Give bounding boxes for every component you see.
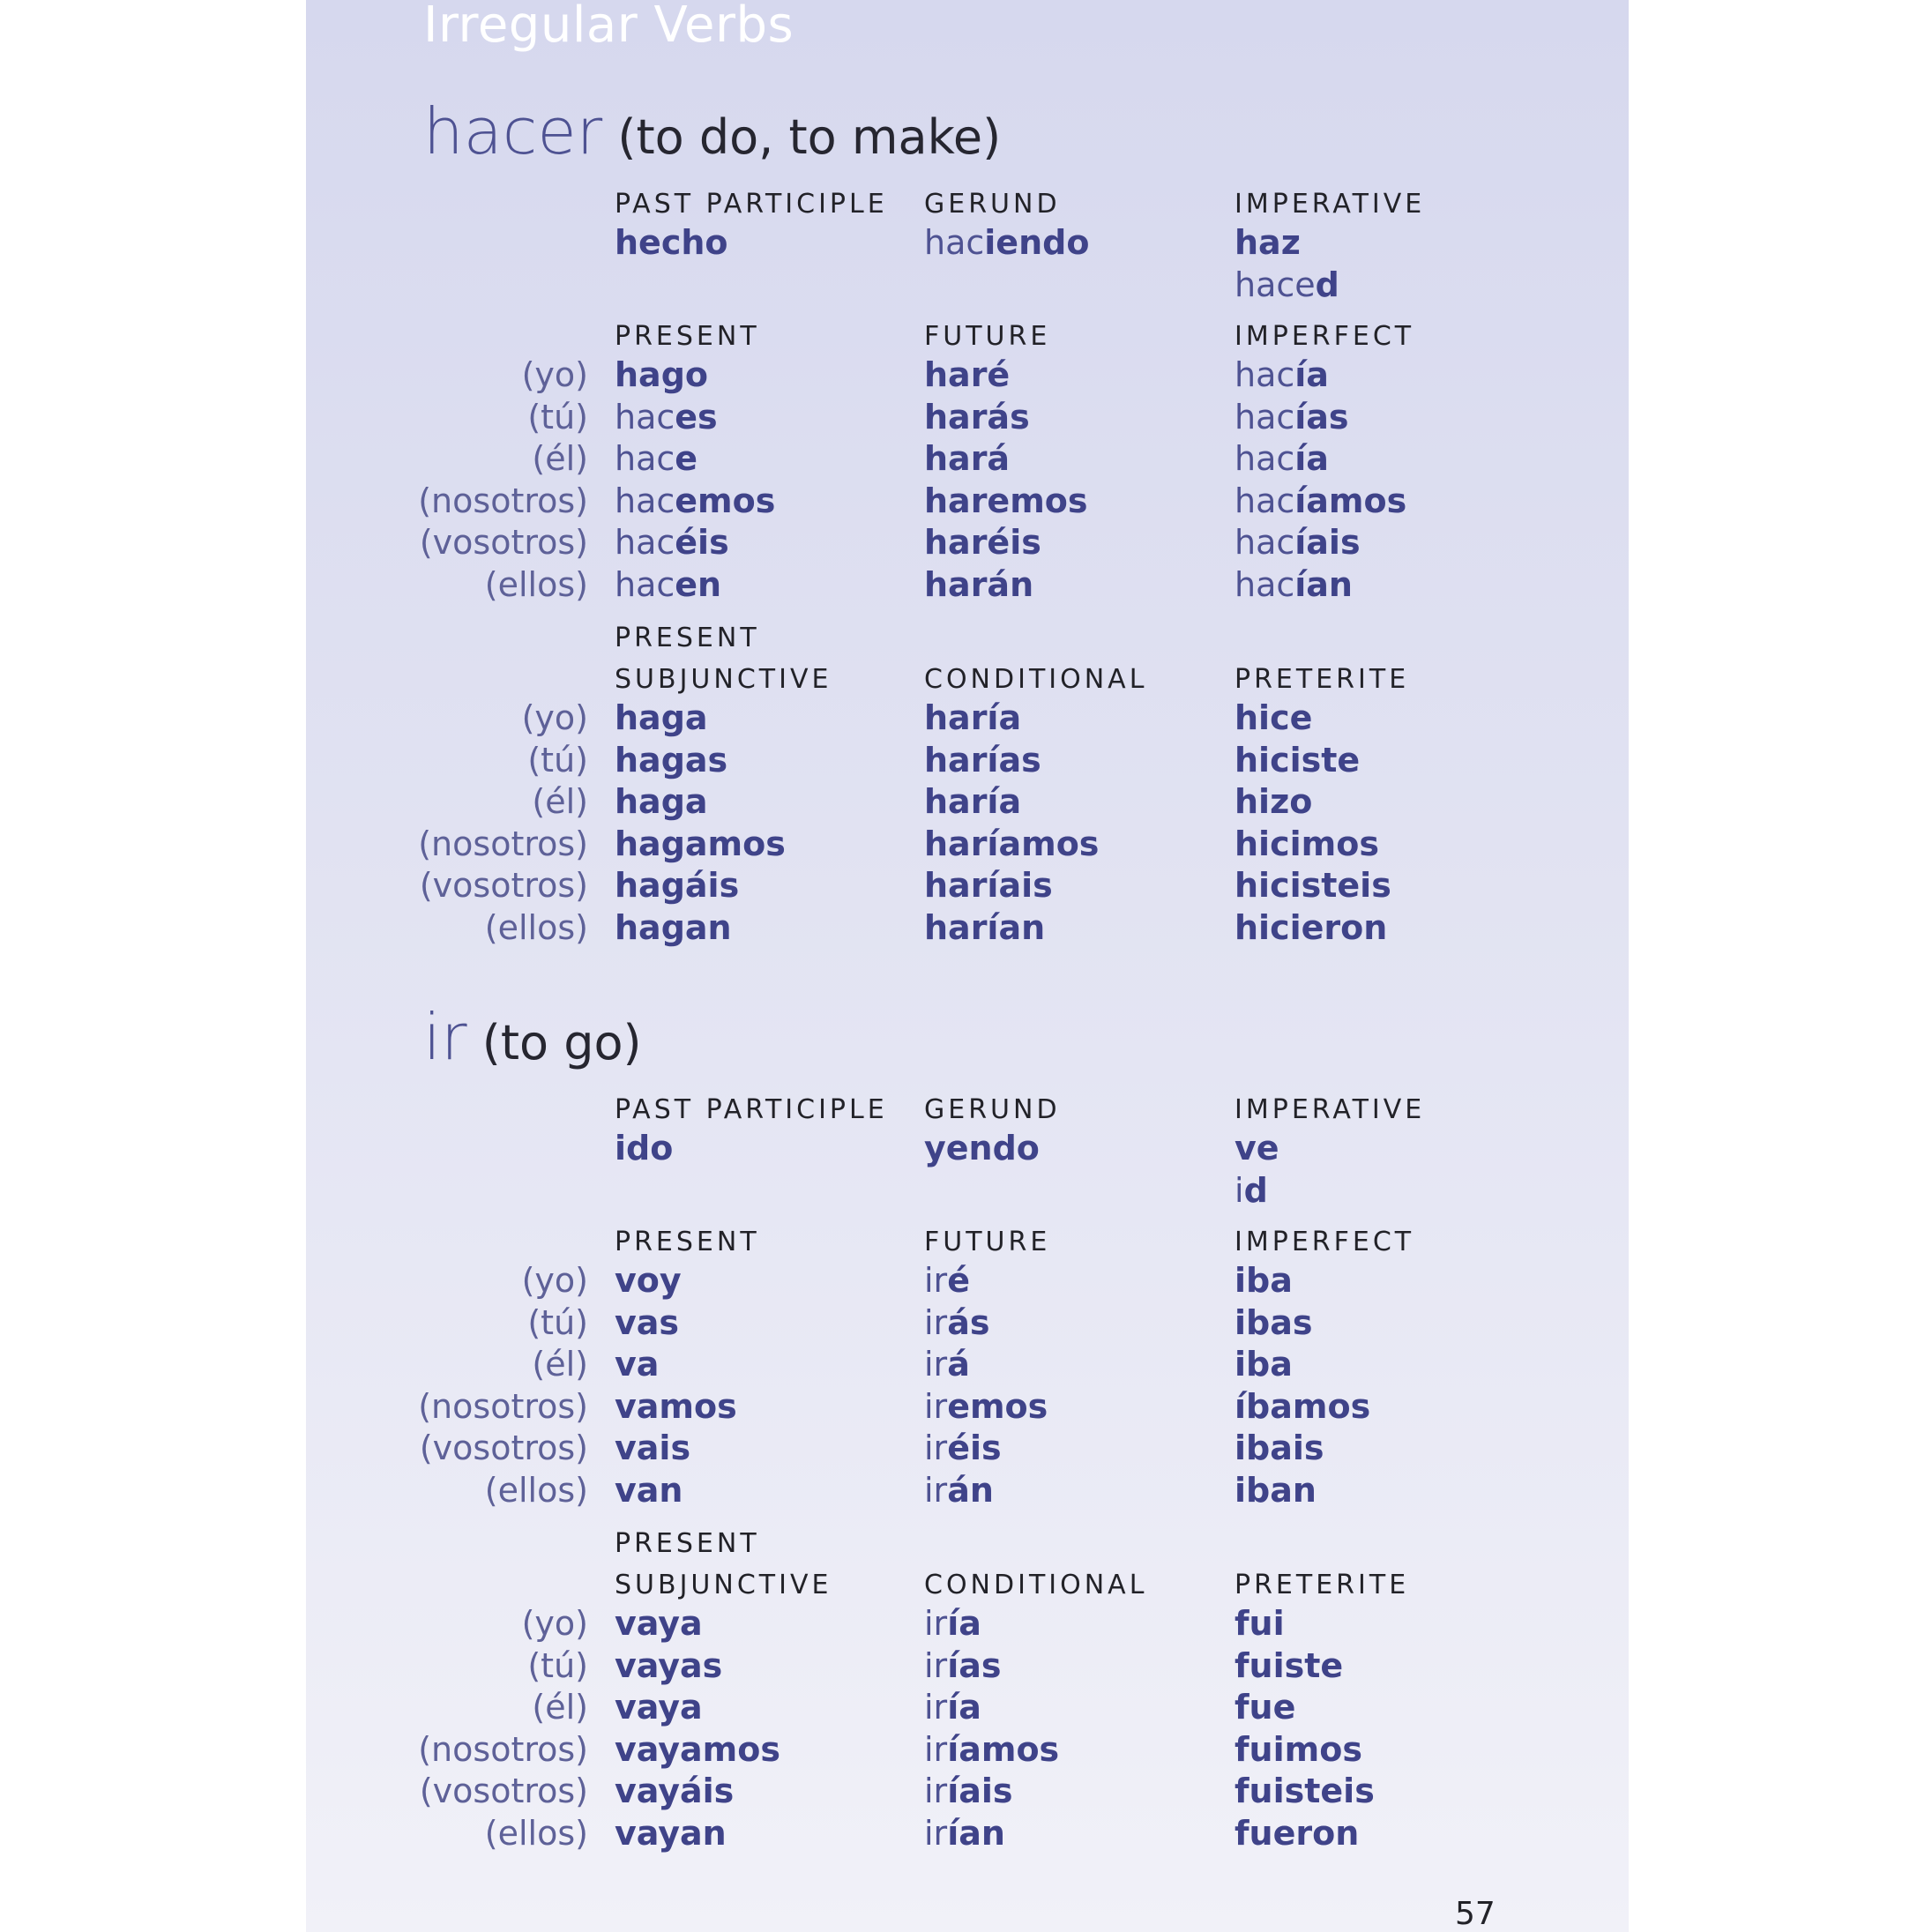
present-form [615,481,775,520]
imperfect-form [1235,1471,1317,1510]
form-ending: iendo [984,223,1090,262]
pronoun-label: (él) [532,439,588,478]
form-ending: vais [615,1428,691,1467]
pronoun-label: (yo) [521,1604,588,1643]
form-ending: vaya [615,1604,703,1643]
present-form [615,439,697,478]
form-ending: ías [947,1645,1002,1685]
present-subjunctive-form [615,866,739,905]
preterite-form [1235,1772,1375,1810]
present-form [615,355,708,394]
form-ending: vayas [615,1645,723,1685]
running-head: Irregular Verbs [423,0,794,54]
header-present: PRESENT [615,1227,760,1257]
header-imperative: IMPERATIVE [1235,189,1426,220]
verb-title [423,94,1002,168]
header-conditional: CONDITIONAL [924,664,1148,695]
present-subjunctive-form [615,1730,780,1769]
present-subjunctive-form [615,698,708,737]
form-stem: hace [1235,265,1316,304]
form-ending: hagamos [615,824,786,863]
form-stem: hac [1235,564,1295,604]
form-ending: harán [924,564,1034,604]
form-ending: hagas [615,740,728,780]
conditional-form [924,908,1045,947]
page-number: 57 [1455,1896,1496,1932]
form-ending: voy [615,1261,682,1300]
imperfect-form [1235,481,1406,520]
form-ending: ido [615,1129,674,1167]
header-imperative: IMPERATIVE [1235,1094,1426,1125]
header-gerund: GERUND [924,1094,1061,1125]
pronoun-label: (vosotros) [419,523,588,562]
form-ending: íais [947,1772,1013,1810]
header-preterite: PRETERITE [1235,664,1410,695]
pronoun-label: (nosotros) [418,824,588,863]
form-ending: haría [924,782,1022,821]
form-stem: ir [924,1604,948,1643]
form-ending: íbamos [1235,1386,1371,1426]
form-stem: ir [924,1729,948,1769]
form-stem: ir [924,1386,948,1426]
imperfect-form [1235,1345,1293,1384]
conditional-form [924,782,1021,821]
form-ending: hagáis [615,866,740,905]
present-subjunctive-form [615,1772,734,1810]
form-ending: vayamos [615,1729,780,1769]
future-form [924,398,1030,436]
present-form [615,1428,690,1467]
imperfect-form [1235,1261,1293,1300]
pronoun-label: (vosotros) [419,1428,588,1467]
form-ending: d [1315,265,1339,304]
present-subjunctive-form [615,908,732,947]
form-ending: éis [947,1428,1002,1467]
future-form [924,355,1010,394]
form-ending: vaya [615,1688,703,1727]
preterite-form [1235,1604,1285,1643]
future-form [924,1345,970,1384]
pronoun-label: (vosotros) [419,866,588,905]
present-form [615,1345,659,1384]
form-stem: ir [924,1470,948,1510]
form-ending: fui [1235,1604,1285,1643]
form-ending: hicisteis [1235,866,1391,905]
present-subjunctive-form [615,1604,703,1643]
form-ending: emos [675,481,776,520]
pronoun-label: (tú) [527,1645,588,1685]
future-form [924,1261,970,1300]
form-ending: yendo [924,1129,1040,1167]
form-ending: ve [1235,1129,1279,1167]
form-ending: ía [947,1688,981,1727]
pronoun-label: (tú) [527,1302,588,1342]
pronoun-label: (tú) [527,397,588,436]
form-ending: van [615,1470,683,1510]
form-ending: harían [924,907,1046,947]
future-form [924,523,1041,562]
present-form [615,1387,737,1426]
present-form [615,565,721,604]
form-stem: i [1235,1170,1244,1210]
form-ending: haga [615,782,708,821]
conditional-form [924,1688,981,1727]
header-present: PRESENT [615,321,760,352]
future-form [924,1471,994,1510]
header-preterite: PRETERITE [1235,1570,1410,1600]
preterite-form [1235,782,1312,821]
present-subjunctive-form [615,1688,703,1727]
form-ending: án [947,1470,994,1510]
pronoun-label: (él) [532,1688,588,1727]
pronoun-label: (tú) [527,740,588,780]
present-subjunctive-form [615,782,708,821]
pronoun-label: (yo) [521,1261,588,1300]
conditional-form [924,698,1021,737]
imperfect-form [1235,523,1361,562]
present-subjunctive-form [615,1814,727,1853]
form-stem: ir [924,1345,948,1384]
form-ending: fuimos [1235,1729,1362,1769]
form-ending: vas [615,1302,680,1342]
header-present-subjunctive-line2: SUBJUNCTIVE [615,664,832,695]
form-ending: haz [1235,223,1301,262]
preterite-form [1235,866,1391,905]
header-past-participle: PAST PARTICIPLE [615,1094,888,1125]
form-ending: ían [1294,564,1353,604]
conditional-form [924,1772,1013,1810]
form-stem: hac [615,439,675,478]
form-ending: ía [1294,439,1329,478]
form-ending: haríamos [924,824,1100,863]
verb-infinitive: ir [423,1000,467,1074]
form-ending: haremos [924,481,1088,520]
form-stem: hac [1235,397,1295,436]
header-imperfect: IMPERFECT [1235,1227,1415,1257]
form-stem: hac [1235,355,1295,394]
imperfect-form [1235,355,1329,394]
form-stem: hac [1235,481,1295,520]
future-form [924,1387,1048,1426]
form-ending: ías [1294,397,1349,436]
form-ending: íais [1294,523,1361,562]
pronoun-label: (él) [532,782,588,821]
header-future: FUTURE [924,1227,1051,1257]
form-stem: ir [924,1302,948,1342]
future-form [924,565,1033,604]
preterite-form [1235,908,1387,947]
conditional-form [924,741,1041,780]
present-form [615,523,729,562]
form-ending: harías [924,740,1041,780]
preterite-form [1235,698,1312,737]
imperative-form [1235,265,1339,304]
form-ending: hizo [1235,782,1313,821]
pronoun-label: (ellos) [484,1470,588,1510]
gerund-form [924,223,1089,262]
preterite-form [1235,1688,1295,1727]
imperfect-form [1235,1303,1313,1342]
header-present-subjunctive-line2: SUBJUNCTIVE [615,1570,832,1600]
pronoun-label: (ellos) [484,907,588,947]
form-ending: hicimos [1235,824,1379,863]
form-ending: vayáis [615,1772,735,1810]
form-ending: á [947,1345,970,1384]
form-ending: iba [1235,1261,1293,1300]
form-ending: fueron [1235,1813,1360,1853]
header-imperfect: IMPERFECT [1235,321,1415,352]
form-stem: ir [924,1428,948,1467]
form-ending: d [1243,1170,1268,1210]
form-stem: hac [615,397,675,436]
form-ending: hará [924,439,1011,478]
header-gerund: GERUND [924,189,1061,220]
form-ending: haga [615,698,708,737]
form-ending: hiciste [1235,740,1361,780]
form-ending: ían [947,1813,1005,1853]
present-subjunctive-form [615,1646,722,1685]
form-stem: hac [1235,523,1295,562]
imperfect-form [1235,1387,1370,1426]
form-ending: hice [1235,698,1313,737]
future-form [924,1428,1002,1467]
form-ending: hecho [615,223,728,262]
form-stem: ir [924,1645,948,1685]
imperfect-form [1235,565,1353,604]
verb-title [423,1000,642,1074]
form-ending: hicieron [1235,907,1388,947]
pronoun-label: (ellos) [484,564,588,604]
pronoun-label: (vosotros) [419,1772,588,1810]
preterite-form [1235,1814,1359,1853]
form-ending: haré [924,355,1011,394]
preterite-form [1235,1646,1343,1685]
form-ending: haréis [924,523,1041,562]
header-present-subjunctive-line1: PRESENT [615,1528,760,1559]
form-ending: fuiste [1235,1645,1344,1685]
pronoun-label: (yo) [521,698,588,737]
form-ending: e [675,439,698,478]
pronoun-label: (nosotros) [418,1729,588,1769]
form-ending: emos [947,1386,1048,1426]
form-stem: hac [615,523,675,562]
past-participle-form [615,1129,673,1167]
verb-gloss: (to go) [466,1015,642,1070]
form-stem: hac [615,481,675,520]
form-stem: ir [924,1813,948,1853]
imperative-form [1235,223,1301,262]
pronoun-label: (nosotros) [418,1386,588,1426]
preterite-form [1235,824,1379,863]
form-stem: ir [924,1772,948,1810]
form-ending: íamos [1294,481,1407,520]
imperfect-form [1235,439,1329,478]
form-ending: hago [615,355,709,394]
form-stem: ir [924,1261,948,1300]
future-form [924,1303,989,1342]
present-subjunctive-form [615,741,727,780]
present-form [615,1261,682,1300]
form-ending: ás [947,1302,990,1342]
form-stem: hac [1235,439,1295,478]
imperative-form [1235,1171,1268,1210]
future-form [924,481,1088,520]
conditional-form [924,1604,981,1643]
form-ending: harás [924,397,1030,436]
present-subjunctive-form [615,824,786,863]
conditional-form [924,866,1053,905]
form-ending: iba [1235,1345,1293,1384]
form-ending: éis [675,523,729,562]
form-ending: fuisteis [1235,1772,1375,1810]
form-ending: vamos [615,1386,737,1426]
conditional-form [924,1730,1059,1769]
form-ending: vayan [615,1813,727,1853]
pronoun-label: (yo) [521,355,588,394]
gerund-form [924,1129,1040,1167]
pronoun-label: (ellos) [484,1813,588,1853]
past-participle-form [615,223,728,262]
form-stem: hac [924,223,985,262]
conditional-form [924,1646,1001,1685]
form-ending: haríais [924,866,1053,905]
future-form [924,439,1010,478]
form-ending: fue [1235,1688,1296,1727]
pronoun-label: (él) [532,1345,588,1384]
form-ending: va [615,1345,660,1384]
form-stem: ir [924,1688,948,1727]
conditional-form [924,824,1099,863]
form-ending: ía [1294,355,1329,394]
form-ending: ía [947,1604,981,1643]
form-ending: en [675,564,722,604]
verb-infinitive: hacer [423,94,603,168]
header-future: FUTURE [924,321,1051,352]
form-ending: iban [1235,1470,1317,1510]
verb-gloss: (to do, to make) [602,109,1002,165]
imperative-form [1235,1129,1279,1167]
conditional-form [924,1814,1005,1853]
imperfect-form [1235,398,1349,436]
header-present-subjunctive-line1: PRESENT [615,623,760,653]
form-ending: hagan [615,907,732,947]
form-ending: es [675,397,718,436]
form-ending: íamos [947,1729,1060,1769]
present-form [615,1471,683,1510]
form-ending: ibais [1235,1428,1324,1467]
form-ending: ibas [1235,1302,1313,1342]
form-ending: haría [924,698,1022,737]
header-conditional: CONDITIONAL [924,1570,1148,1600]
preterite-form [1235,1730,1362,1769]
pronoun-label: (nosotros) [418,481,588,520]
form-stem: hac [615,564,675,604]
header-past-participle: PAST PARTICIPLE [615,189,888,220]
present-form [615,398,718,436]
imperfect-form [1235,1428,1324,1467]
preterite-form [1235,741,1360,780]
form-ending: é [947,1261,970,1300]
present-form [615,1303,679,1342]
